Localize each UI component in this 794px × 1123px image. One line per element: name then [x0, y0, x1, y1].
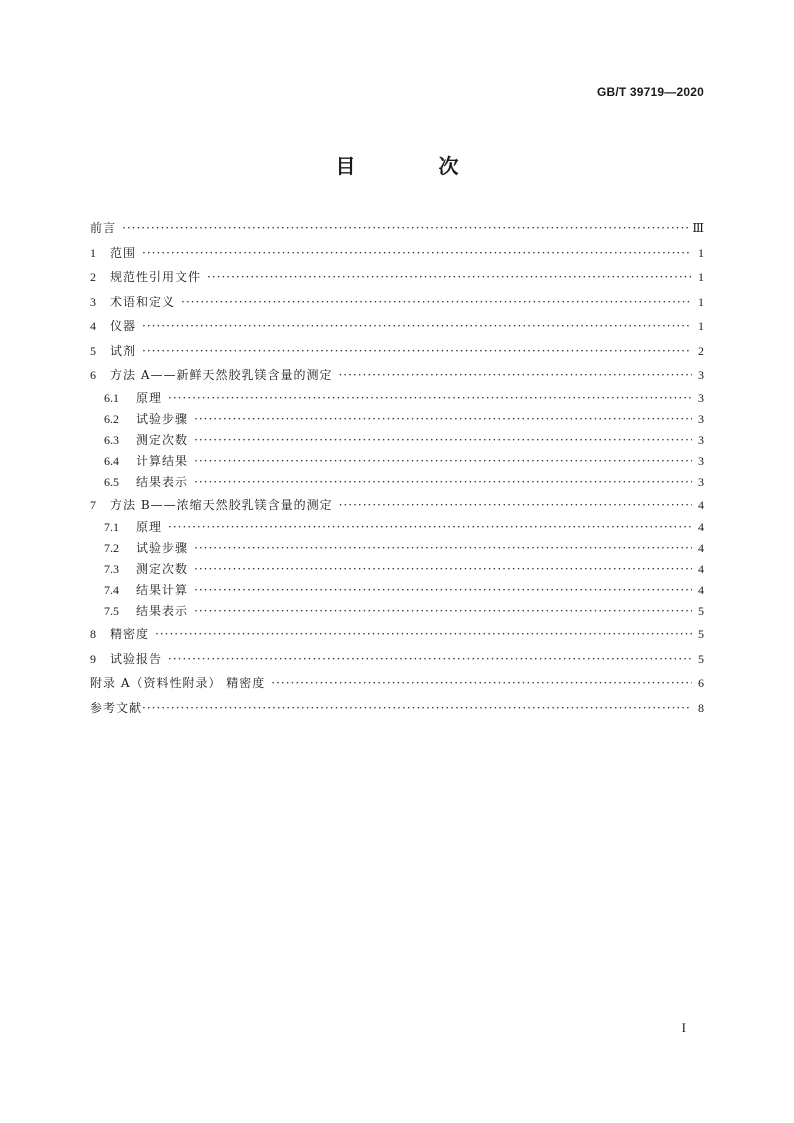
- toc-entry-7-1[interactable]: [90, 517, 704, 538]
- toc-entry-page: 6: [698, 676, 704, 690]
- toc-dot-leader: [168, 647, 692, 672]
- toc-entry-number: 7.2: [104, 541, 119, 555]
- toc-entry-label: 原理: [136, 520, 163, 534]
- toc-entry-number: 6.5: [104, 474, 119, 489]
- toc-entry-number: 6: [90, 368, 96, 382]
- table-of-contents: [90, 216, 704, 720]
- toc-entry-number: 2: [90, 270, 96, 284]
- toc-dot-leader: [194, 559, 692, 580]
- toc-dot-leader: [142, 339, 692, 364]
- toc-entry-page: 3: [698, 390, 704, 405]
- toc-entry-label: 测定次数: [136, 562, 189, 576]
- toc-entry-2[interactable]: [90, 265, 704, 290]
- toc-entry-page: 4: [698, 562, 704, 576]
- toc-entry-references[interactable]: [90, 696, 704, 721]
- toc-dot-leader: [339, 493, 692, 518]
- toc-entry-label: 方法 B——浓缩天然胶乳镁含量的测定: [110, 497, 333, 512]
- toc-entry-number: 8: [90, 627, 96, 641]
- toc-dot-leader: [194, 472, 692, 493]
- toc-entry-6-2[interactable]: [90, 409, 704, 430]
- toc-entry-8[interactable]: [90, 622, 704, 647]
- toc-entry-number: 6.4: [104, 453, 119, 468]
- toc-entry-label: 试剂: [110, 343, 137, 358]
- toc-entry-label: 规范性引用文件: [110, 270, 202, 284]
- toc-dot-leader: [142, 696, 692, 721]
- toc-entry-label: 附录 A（资料性附录） 精密度: [90, 676, 266, 690]
- toc-dot-leader: [122, 216, 688, 241]
- toc-entry-page: 4: [698, 583, 704, 597]
- toc-entry-page: 4: [698, 520, 704, 534]
- toc-dot-leader: [155, 622, 692, 647]
- toc-entry-label: 术语和定义: [110, 294, 176, 309]
- toc-entry-label: 参考文献: [90, 700, 143, 715]
- toc-entry-number: 9: [90, 651, 96, 666]
- toc-dot-leader: [194, 430, 692, 451]
- toc-dot-leader: [142, 241, 692, 266]
- toc-dot-leader: [194, 409, 692, 430]
- toc-entry-page: 8: [698, 700, 704, 715]
- toc-entry-6-4[interactable]: [90, 451, 704, 472]
- toc-dot-leader: [194, 580, 692, 601]
- toc-entry-7[interactable]: [90, 493, 704, 518]
- standard-code: GB/T 39719—2020: [596, 85, 704, 99]
- toc-entry-label: 结果表示: [136, 604, 189, 618]
- toc-entry-page: 3: [698, 474, 704, 489]
- toc-entry-page: 1: [698, 245, 704, 260]
- toc-entry-7-4[interactable]: [90, 580, 704, 601]
- toc-entry-foreword[interactable]: [90, 216, 704, 241]
- toc-entry-page: 5: [698, 651, 704, 666]
- toc-entry-9[interactable]: [90, 647, 704, 672]
- toc-dot-leader: [194, 601, 692, 622]
- toc-entry-number: 7.4: [104, 583, 119, 597]
- toc-dot-leader: [181, 290, 692, 315]
- toc-entry-number: 6.3: [104, 432, 119, 447]
- toc-entry-page: Ⅲ: [692, 221, 704, 235]
- toc-entry-7-3[interactable]: [90, 559, 704, 580]
- toc-entry-label: 前言: [90, 221, 117, 235]
- toc-entry-label: 范围: [110, 245, 137, 260]
- toc-dot-leader: [194, 451, 692, 472]
- toc-entry-1[interactable]: [90, 241, 704, 266]
- toc-entry-number: 3: [90, 294, 96, 309]
- toc-entry-page: 2: [698, 343, 704, 358]
- toc-entry-6-5[interactable]: [90, 472, 704, 493]
- toc-entry-number: 4: [90, 319, 96, 333]
- toc-entry-6-1[interactable]: [90, 388, 704, 409]
- page-number: I: [681, 1020, 686, 1035]
- toc-entry-page: 3: [698, 368, 704, 382]
- toc-entry-number: 7: [90, 497, 96, 512]
- toc-entry-label: 试验步骤: [136, 541, 189, 555]
- toc-entry-6[interactable]: [90, 363, 704, 388]
- toc-dot-leader: [142, 314, 692, 339]
- toc-entry-page: 5: [698, 627, 704, 641]
- toc-entry-label: 方法 A——新鲜天然胶乳镁含量的测定: [110, 368, 333, 382]
- toc-dot-leader: [271, 671, 692, 696]
- page-title: 目 次: [335, 154, 497, 178]
- toc-entry-5[interactable]: [90, 339, 704, 364]
- toc-dot-leader: [168, 517, 692, 538]
- toc-dot-leader: [207, 265, 692, 290]
- toc-entry-4[interactable]: [90, 314, 704, 339]
- toc-entry-appendix-a[interactable]: [90, 671, 704, 696]
- toc-entry-page: 1: [698, 319, 704, 333]
- toc-entry-page: 5: [698, 604, 704, 618]
- toc-entry-page: 3: [698, 432, 704, 447]
- toc-entry-label: 仪器: [110, 319, 137, 333]
- toc-entry-page: 1: [698, 294, 704, 309]
- toc-entry-label: 精密度: [110, 627, 150, 641]
- toc-entry-6-3[interactable]: [90, 430, 704, 451]
- toc-entry-label: 试验报告: [110, 651, 163, 666]
- toc-entry-number: 7.5: [104, 604, 119, 618]
- toc-entry-label: 结果计算: [136, 583, 189, 597]
- toc-entry-number: 5: [90, 343, 96, 358]
- toc-entry-7-2[interactable]: [90, 538, 704, 559]
- toc-entry-number: 7.1: [104, 520, 119, 534]
- toc-entry-page: 4: [698, 541, 704, 555]
- toc-entry-7-5[interactable]: [90, 601, 704, 622]
- toc-entry-label: 结果表示: [136, 474, 189, 489]
- toc-entry-label: 计算结果: [136, 453, 189, 468]
- toc-entry-label: 试验步骤: [136, 411, 189, 426]
- toc-entry-page: 4: [698, 497, 704, 512]
- toc-entry-number: 6.2: [104, 411, 119, 426]
- toc-entry-page: 3: [698, 453, 704, 468]
- toc-entry-page: 1: [698, 270, 704, 284]
- toc-dot-leader: [168, 388, 692, 409]
- toc-entry-label: 原理: [136, 390, 163, 405]
- toc-entry-number: 7.3: [104, 562, 119, 576]
- toc-entry-label: 测定次数: [136, 432, 189, 447]
- toc-entry-number: 6.1: [104, 390, 119, 405]
- toc-dot-leader: [194, 538, 692, 559]
- toc-dot-leader: [338, 363, 692, 388]
- toc-entry-number: 1: [90, 245, 96, 260]
- toc-entry-3[interactable]: [90, 290, 704, 315]
- toc-entry-page: 3: [698, 411, 704, 426]
